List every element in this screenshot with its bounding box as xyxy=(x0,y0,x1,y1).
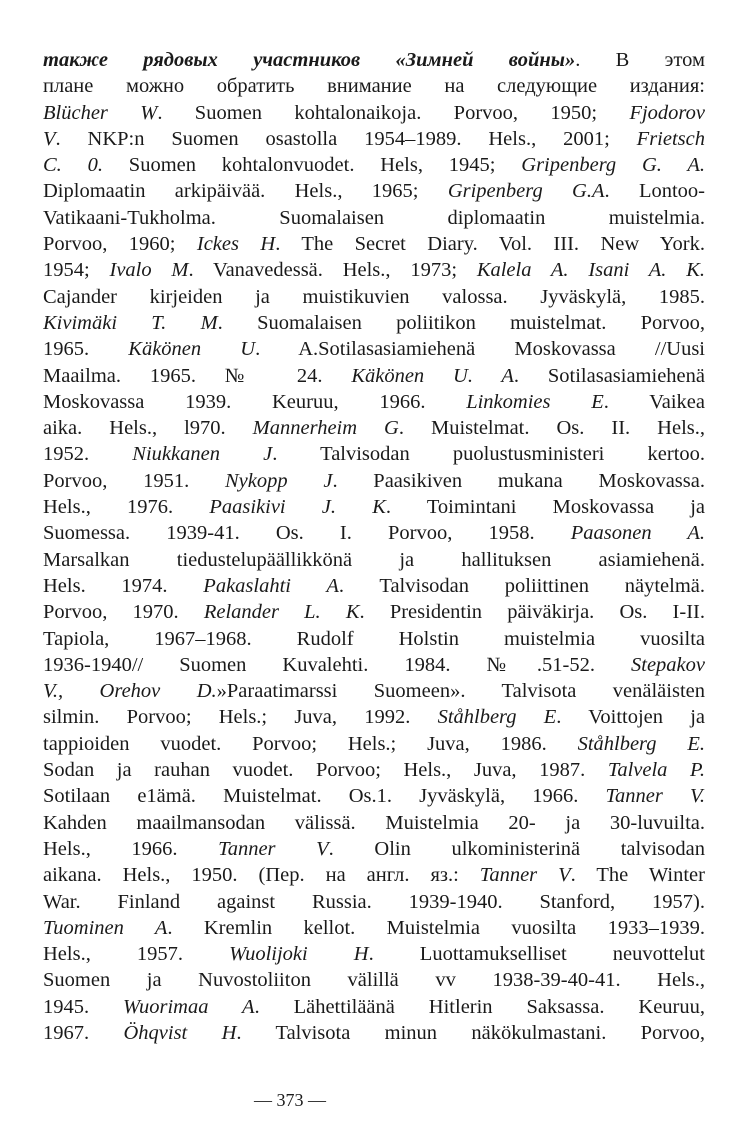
text-segment: . Talvisodan poliittinen näytelmä. xyxy=(338,574,705,597)
text-segment: Suomen ja Nuvostoliiton välillä vv 1938-39-40-41. Hels., xyxy=(43,969,705,992)
text-segment: Suomessa. 1939-41. Os. I. Porvoo, 1958. xyxy=(43,522,571,545)
emphasized-text: Tanner V. xyxy=(605,785,705,808)
emphasized-text: Ickes H xyxy=(196,233,276,256)
text-segment: Maailma. 1965. № 24. xyxy=(43,364,352,387)
text-line xyxy=(43,152,705,178)
text-line xyxy=(43,731,705,757)
emphasized-text: V xyxy=(43,127,56,150)
text-line xyxy=(43,862,705,888)
emphasized-text: Niukkanen J xyxy=(132,443,273,466)
text-segment: . В этом xyxy=(575,49,705,71)
emphasized-text: Mannerheim G xyxy=(252,417,399,440)
text-segment: »Paraatimarssi Suomeen». Talvisota venäläisten xyxy=(216,680,705,703)
emphasized-text: Fjodorov xyxy=(629,101,705,124)
text-line xyxy=(43,100,705,126)
text-segment: . Paasikiven mukana Moskovassa. xyxy=(332,469,705,492)
emphasized-text: Pakaslahti A xyxy=(203,574,339,597)
text-line xyxy=(43,47,705,73)
text-segment: aika. Hels., l970. xyxy=(43,417,253,440)
text-segment: 1967. xyxy=(43,1021,124,1044)
text-line xyxy=(43,441,705,467)
text-segment: Cajander kirjeiden ja muistikuvien valossa. Jyväskylä, 1985. xyxy=(43,285,705,308)
text-line xyxy=(43,126,705,152)
text-line xyxy=(43,810,705,836)
text-segment: плане можно обратить внимание на следующие издания: xyxy=(43,75,705,98)
text-line xyxy=(43,994,705,1020)
emphasized-text: Kalela A. Isani A. K. xyxy=(476,259,705,282)
text-segment: 1965. xyxy=(43,338,129,361)
text-segment: Hels., 1976. xyxy=(43,496,210,519)
text-segment: War. Finland against Russia. 1939-1940. Stanford, 1957). xyxy=(43,890,705,913)
text-line xyxy=(43,626,705,652)
text-segment: . Olin ulkoministerinä talvisodan xyxy=(328,837,705,860)
text-segment: . Suomen kohtalonaikoja. Porvoo, 1950; xyxy=(157,101,630,124)
page-number: — 373 — xyxy=(254,1090,326,1110)
text-segment: Hels., 1957. xyxy=(43,943,230,966)
emphasized-text: Blücher W xyxy=(43,101,158,124)
emphasized-text: Nykopp J xyxy=(224,469,333,492)
emphasized-text: V., Orehov D. xyxy=(43,680,217,703)
emphasized-text: Wuorimaa A xyxy=(123,995,255,1018)
text-line xyxy=(43,415,705,441)
text-segment: Porvoo, 1960; xyxy=(43,233,197,256)
emphasized-text: Ivalo M xyxy=(109,259,189,282)
text-segment: . Sotilasasiamiehenä xyxy=(513,364,705,387)
text-line xyxy=(43,284,705,310)
emphasized-text: Ståhlberg E. xyxy=(577,732,705,755)
text-segment: Diplomaatin arkipäivää. Hels., 1965; xyxy=(43,180,448,203)
text-segment: . Lähettiläänä Hitlerin Saksassa. Keuruu, xyxy=(254,995,705,1018)
text-segment: tappioiden vuodet. Porvoo; Hels.; Juva, 1986. xyxy=(43,732,578,755)
text-segment: Hels. 1974. xyxy=(43,574,204,597)
emphasized-text: Käkönen U xyxy=(128,338,256,361)
text-segment: Porvoo, 1970. xyxy=(43,601,204,624)
text-line xyxy=(43,1020,705,1046)
emphasized-text: Frietsch xyxy=(636,127,705,150)
text-line xyxy=(43,652,705,678)
emphasized-text: Tanner V xyxy=(218,837,329,860)
text-line xyxy=(43,205,705,231)
text-line xyxy=(43,468,705,494)
text-segment: silmin. Porvoo; Hels.; Juva, 1992. xyxy=(43,706,438,729)
text-segment: Kahden maailmansodan välissä. Muistelmia 20- ja 30-luvuilta. xyxy=(43,811,705,834)
text-segment: Hels., 1966. xyxy=(43,837,219,860)
emphasized-text: Wuolijoki H xyxy=(229,943,369,966)
text-line xyxy=(43,704,705,730)
text-line xyxy=(43,231,705,257)
text-line xyxy=(43,178,705,204)
text-line xyxy=(43,520,705,546)
text-segment: 1954; xyxy=(43,259,110,282)
emphasized-text: Paasikivi J. K xyxy=(209,496,386,519)
text-line xyxy=(43,73,705,99)
text-segment: . Toimintani Moskovassa ja xyxy=(385,496,705,519)
text-segment: . Muistelmat. Os. II. Hels., xyxy=(398,417,705,440)
text-line xyxy=(43,783,705,809)
emphasized-text: Relander L. K xyxy=(203,601,360,624)
body-text xyxy=(43,47,705,1046)
text-line xyxy=(43,573,705,599)
emphasized-text: Gripenberg G. A. xyxy=(521,154,705,177)
text-segment: Porvoo, 1951. xyxy=(43,469,225,492)
text-segment: . The Winter xyxy=(570,864,705,887)
emphasized-text: Öhqvist H xyxy=(123,1021,237,1044)
text-segment: . Talvisota minun näkökulmastani. Porvoo, xyxy=(236,1021,705,1044)
text-line xyxy=(43,915,705,941)
text-line xyxy=(43,967,705,993)
text-segment: . Voittojen ja xyxy=(556,706,705,729)
text-segment: . Suomalaisen poliitikon muistelmat. Porvoo, xyxy=(217,311,705,334)
emphasized-text: C. 0. xyxy=(43,154,103,177)
text-segment: Tapiola, 1967–1968. Rudolf Holstin muistelmia vuosilta xyxy=(43,627,705,650)
emphasized-text: Stepakov xyxy=(631,653,705,676)
text-line xyxy=(43,757,705,783)
text-segment: . A.Sotilasasiamiehenä Moskovassa //Uusi xyxy=(255,338,705,361)
text-line xyxy=(43,599,705,625)
text-segment: Moskovassa 1939. Keuruu, 1966. xyxy=(43,390,467,413)
text-line xyxy=(43,257,705,283)
text-line xyxy=(43,941,705,967)
emphasized-text: Ståhlberg E xyxy=(437,706,557,729)
text-segment: Sodan ja rauhan vuodet. Porvoo; Hels., Juva, 1987. xyxy=(43,759,608,782)
text-segment: 1952. xyxy=(43,443,133,466)
text-line xyxy=(43,310,705,336)
emphasized-text: Talvela P. xyxy=(607,759,705,782)
text-segment: . Talvisodan puolustusministeri kertoo. xyxy=(272,443,705,466)
text-segment: Marsalkan tiedustelupäällikkönä ja hallituksen asiamiehenä. xyxy=(43,548,705,571)
emphasized-text: Kivimäki T. M xyxy=(43,311,218,334)
emphasized-text: Tuominen A xyxy=(43,916,168,939)
emphasized-text: Linkomies E xyxy=(466,390,604,413)
text-line xyxy=(43,889,705,915)
text-segment: . Luottamukselliset neuvottelut xyxy=(368,943,705,966)
text-line xyxy=(43,836,705,862)
text-segment: aikana. Hels., 1950. (Пер. на англ. яз.: xyxy=(43,864,480,887)
text-line xyxy=(43,494,705,520)
text-segment: 1936-1940// Suomen Kuvalehti. 1984. №.51-52. xyxy=(43,653,631,676)
text-segment: . NKP:n Suomen osastolla 1954–1989. Hels., 2001; xyxy=(55,127,637,150)
emphasized-text: также рядовых участников «Зимней войны» xyxy=(43,49,576,71)
text-segment: . The Secret Diary. Vol. III. New York. xyxy=(275,233,705,256)
emphasized-text: Tanner V xyxy=(479,864,571,887)
emphasized-text: Paasonen A. xyxy=(570,522,705,545)
text-segment: Sotilaan e1ämä. Muistelmat. Os.1. Jyväskylä, 1966. xyxy=(43,785,606,808)
text-line xyxy=(43,389,705,415)
text-line xyxy=(43,678,705,704)
text-segment: 1945. xyxy=(43,995,124,1018)
emphasized-text: Gripenberg G.A xyxy=(447,180,605,203)
text-segment: Suomen kohtalonvuodet. Hels, 1945; xyxy=(102,154,522,177)
text-segment: . Vanavedessä. Hels., 1973; xyxy=(188,259,477,282)
text-segment: . Presidentin päiväkirja. Os. I-II. xyxy=(359,601,705,624)
text-segment: . Kremlin kellot. Muistelmia vuosilta 1933–1939. xyxy=(167,916,705,939)
text-segment: Vatikaani-Tukholma. Suomalaisen diplomaatin muistelmia. xyxy=(43,206,705,229)
text-line xyxy=(43,363,705,389)
text-segment: . Vaikea xyxy=(603,390,705,413)
text-segment: . Lontoo- xyxy=(604,180,705,203)
emphasized-text: Käkönen U. A xyxy=(351,364,514,387)
text-line xyxy=(43,547,705,573)
text-line xyxy=(43,336,705,362)
